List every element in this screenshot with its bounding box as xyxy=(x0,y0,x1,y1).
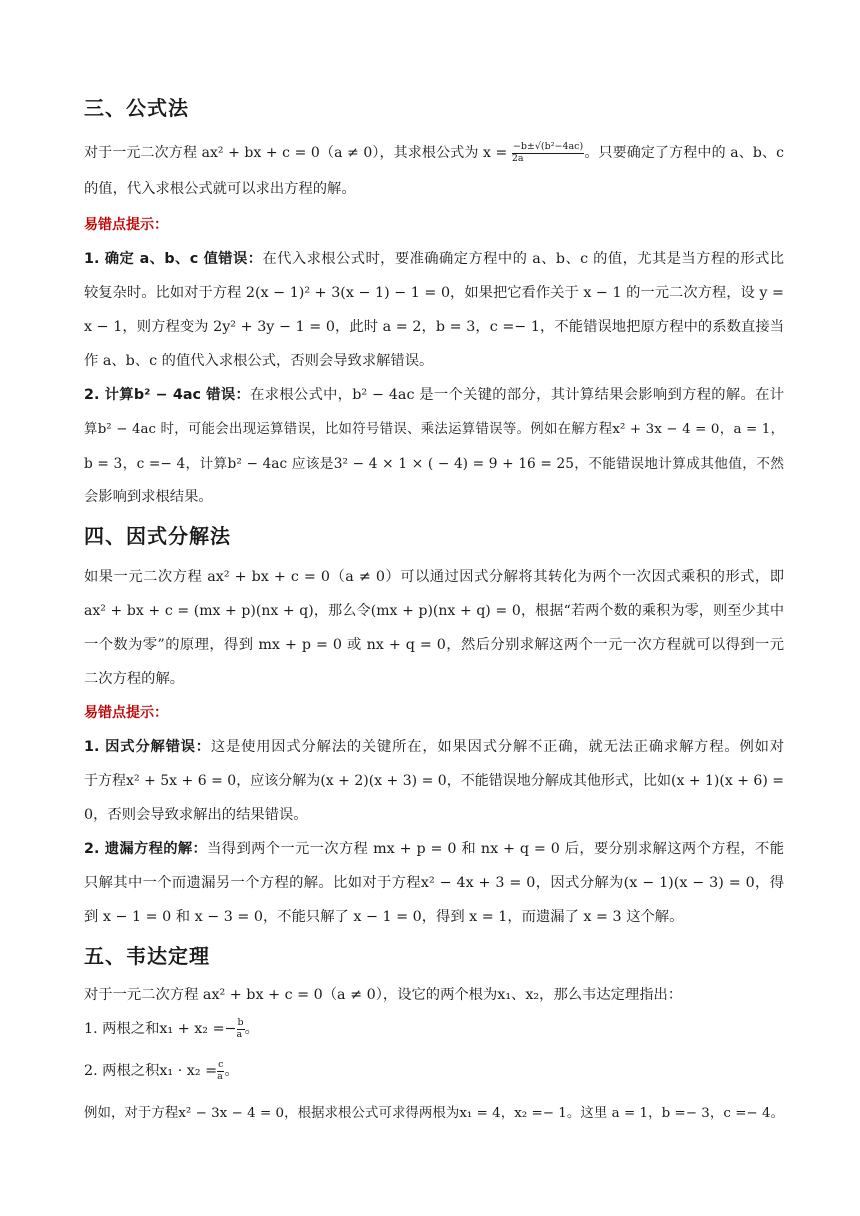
quadratic-formula-denominator: 2a xyxy=(511,152,524,164)
paragraph-line: 的值，代入求根公式就可以求出方程的解。 xyxy=(84,181,356,197)
formula-intro-line xyxy=(84,142,784,164)
paragraph-line: 二次方程的解。 xyxy=(84,671,185,687)
paragraph-line: 只解其中一个而遗漏另一个方程的解。比如对于方程x² − 4x + 3 = 0，因式分解为(x − 1)(x − 3) = 0，得 xyxy=(84,875,784,891)
tip-title: 2. 计算b² − 4ac 错误： xyxy=(84,387,251,403)
paragraph-line: 作 a、b、c 的值代入求根公式，否则会导致求解错误。 xyxy=(84,353,434,369)
paragraph-line: 2. 遗漏方程的解：当得到两个一元一次方程 mx + p = 0 和 nx + q = 0 后，要分别求解这两个方程，不能 xyxy=(84,841,784,857)
paragraph-line: 如果一元二次方程 ax² + bx + c = 0（a ≠ 0）可以通过因式分解将其转化为两个一次因式乘积的形式，即 xyxy=(84,569,784,585)
warning-label: 易错点提示： xyxy=(84,705,168,721)
section-heading-factoring: 四、因式分解法 xyxy=(84,524,231,548)
paragraph-line: 较复杂时。比如对于方程 2(x − 1)² + 3(x − 1) − 1 = 0，如果把它看作关于 x − 1 的一元二次方程，设 y = xyxy=(84,285,784,301)
formula-intro-text: 对于一元二次方程 ax² + bx + c = 0（a ≠ 0），其求根公式为 x = xyxy=(84,145,512,161)
sum-fraction: $\frac{b}{a}$ xyxy=(236,1017,244,1040)
paragraph-line: b = 3，c =− 4，计算b² − 4ac 应该是3² − 4 × 1 × ( − 4) = 9 + 16 = 25，不能错误地计算成其他值，不然 xyxy=(84,456,784,472)
vieta-sum-line: 1. 两根之和x₁ + x₂ =− $\frac{b}{a}$ 。 xyxy=(84,1017,259,1040)
section-heading-vieta: 五、韦达定理 xyxy=(84,944,210,968)
paragraph-line: 1. 因式分解错误：这是使用因式分解法的关键所在，如果因式分解不正确，就无法正确求解方程。例如对 xyxy=(84,739,784,755)
product-fraction: $\frac{c}{a}$ xyxy=(217,1059,224,1082)
example-line: 例如，对于方程x² − 3x − 4 = 0，根据求根公式可求得两根为x₁ = 4，x₂ =− 1。这里 a = 1，b =− 3，c =− 4。 xyxy=(84,1106,784,1121)
paragraph-line: 对于一元二次方程 ax² + bx + c = 0（a ≠ 0），设它的两个根为x₁、x₂，那么韦达定理指出： xyxy=(84,987,683,1003)
paragraph-line: 会影响到求根结果。 xyxy=(84,489,213,505)
paragraph-line: 一个数为零”的原理，得到 mx + p = 0 或 nx + q = 0，然后分别求解这两个一元一次方程就可以得到一元 xyxy=(84,637,784,653)
paragraph-line: x − 1，则方程变为 2y² + 3y − 1 = 0，此时 a = 2，b = 3，c =− 1，不能错误地把原方程中的系数直接当 xyxy=(84,319,784,335)
paragraph-line: 0，否则会导致求解出的结果错误。 xyxy=(84,807,308,823)
formula-intro-tail: 。只要确定了方程中的 a、b、c xyxy=(584,145,784,161)
tip-title: 1. 确定 a、b、c 值错误： xyxy=(84,251,263,267)
paragraph-line: 算b² − 4ac 时，可能会出现运算错误，比如符号错误、乘法运算错误等。例如在解方程x² + 3x − 4 = 0，a = 1， xyxy=(84,422,784,437)
paragraph-line: 1. 确定 a、b、c 值错误：在代入求根公式时，要准确确定方程中的 a、b、c 的值，尤其是当方程的形式比 xyxy=(84,251,784,267)
paragraph-line: ax² + bx + c = (mx + p)(nx + q)，那么令(mx + p)(nx + q) = 0，根据“若两个数的乘积为零，则至少其中 xyxy=(84,603,784,619)
paragraph-line: 2. 计算b² − 4ac 错误：在求根公式中，b² − 4ac 是一个关键的部分，其计算结果会影响到方程的解。在计 xyxy=(84,387,784,403)
vieta-product-line: 2. 两根之积x₁ · x₂ = $\frac{c}{a}$ 。 xyxy=(84,1059,239,1082)
paragraph-line: 到 x − 1 = 0 和 x − 3 = 0，不能只解了 x − 1 = 0，得到 x = 1，而遗漏了 x = 3 这个解。 xyxy=(84,909,684,925)
paragraph-line: 于方程x² + 5x + 6 = 0，应该分解为(x + 2)(x + 3) = 0，不能错误地分解成其他形式，比如(x + 1)(x + 6) = xyxy=(84,773,784,789)
warning-label: 易错点提示： xyxy=(84,217,168,233)
quadratic-formula-numerator: −b±√(b²−4ac) xyxy=(512,141,584,153)
quadratic-formula-fraction xyxy=(512,142,584,164)
tip-title: 2. 遗漏方程的解： xyxy=(84,841,208,857)
section-heading-formula: 三、公式法 xyxy=(84,96,189,120)
tip-title: 1. 因式分解错误： xyxy=(84,739,211,755)
